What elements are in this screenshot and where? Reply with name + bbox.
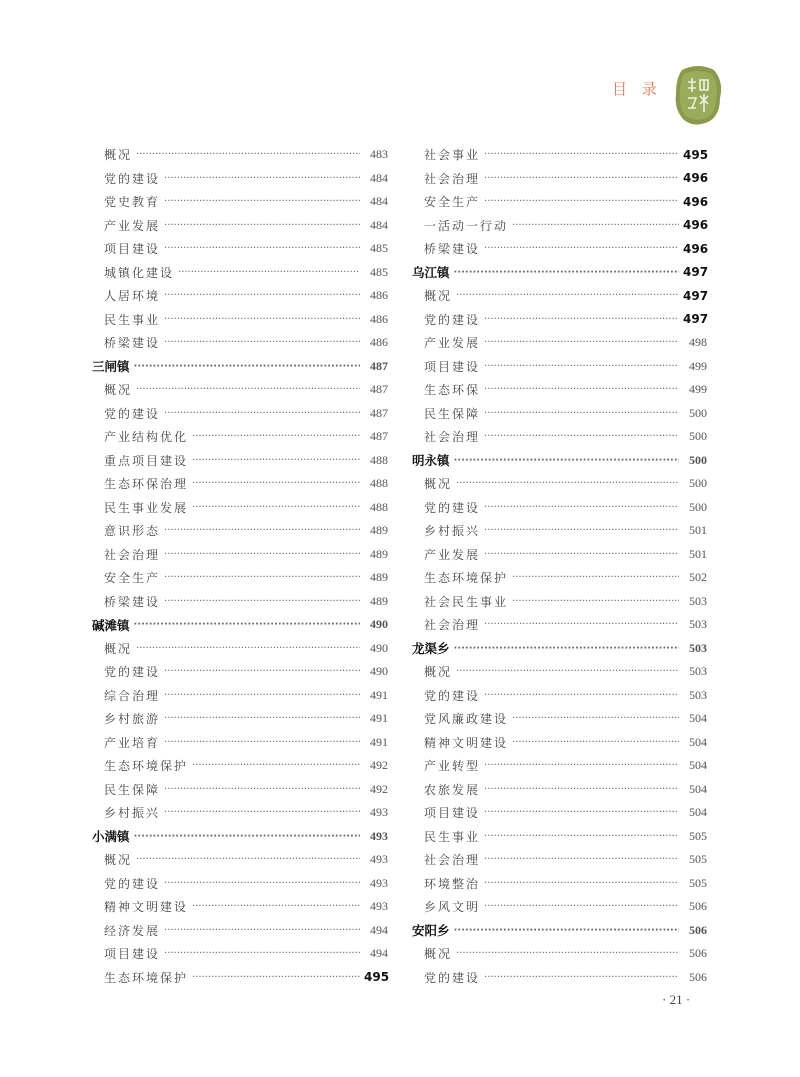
toc-entry[interactable] (412, 214, 707, 238)
leader-dots (192, 478, 360, 489)
toc-entry-page: 487 (370, 405, 388, 420)
toc-entry[interactable] (92, 402, 388, 426)
toc-entry-page: 500 (689, 429, 707, 444)
toc-entry[interactable] (92, 167, 388, 191)
toc-entry[interactable] (412, 590, 707, 614)
toc-entry-label: 概况 (424, 289, 453, 304)
toc-entry[interactable] (92, 872, 388, 896)
leader-dots (164, 784, 360, 795)
toc-entry-label: 产业发展 (104, 218, 161, 233)
toc-right-column (412, 143, 707, 989)
toc-entry-page: 496 (683, 218, 709, 233)
leader-dots (456, 666, 679, 677)
toc-entry-label: 城镇化建设 (104, 265, 175, 280)
toc-entry-label: 项目建设 (104, 242, 161, 257)
toc-entry[interactable] (412, 825, 707, 849)
toc-entry-label: 党的建设 (104, 406, 161, 421)
toc-entry[interactable] (92, 237, 388, 261)
toc-entry-label: 党风廉政建设 (424, 712, 509, 727)
toc-entry[interactable] (412, 543, 707, 567)
toc-entry-page: 497 (683, 312, 709, 327)
toc-entry-label: 产业培育 (104, 735, 161, 750)
toc-entry[interactable] (92, 331, 388, 355)
leader-dots (136, 643, 360, 654)
toc-entry-label: 综合治理 (104, 688, 161, 703)
leader-dots (164, 408, 360, 419)
leader-dots (164, 948, 360, 959)
toc-entry-page: 505 (689, 852, 707, 867)
toc-entry-label: 社会治理 (424, 430, 481, 445)
toc-entry-label: 党的建设 (104, 171, 161, 186)
toc-entry-label: 社会治理 (424, 171, 481, 186)
toc-entry-page: 500 (689, 452, 707, 467)
toc-entry-label: 产业发展 (424, 547, 481, 562)
toc-left-column (92, 143, 388, 989)
leader-dots (164, 314, 360, 325)
toc-entry[interactable] (92, 895, 388, 919)
toc-entry-page: 506 (689, 969, 707, 984)
leader-dots (484, 854, 679, 865)
toc-entry-page: 498 (689, 335, 707, 350)
toc-entry-label: 社会民生事业 (424, 594, 509, 609)
toc-entry-label: 社会治理 (104, 547, 161, 562)
leader-dots (164, 196, 360, 207)
toc-entry-label: 概况 (104, 383, 133, 398)
leader-dots (484, 149, 679, 160)
toc-entry-page: 488 (370, 476, 388, 491)
toc-entry[interactable] (412, 425, 707, 449)
toc-entry-label: 项目建设 (424, 359, 481, 374)
toc-entry-label: 党的建设 (424, 688, 481, 703)
toc-entry-page: 486 (370, 311, 388, 326)
leader-dots (134, 831, 360, 842)
leader-dots (484, 337, 679, 348)
toc-entry[interactable] (92, 707, 388, 731)
toc-entry-label: 经济发展 (104, 923, 161, 938)
toc-entry-page: 493 (370, 805, 388, 820)
toc-entry-label: 生态环境保护 (424, 571, 509, 586)
leader-dots (484, 408, 679, 419)
toc-entry-page: 502 (689, 570, 707, 585)
toc-entry[interactable] (412, 143, 707, 167)
toc-entry-page: 492 (370, 758, 388, 773)
toc-entry[interactable] (412, 237, 707, 261)
toc-entry-page: 503 (689, 593, 707, 608)
toc-entry[interactable] (412, 707, 707, 731)
toc-entry[interactable] (412, 731, 707, 755)
toc-entry[interactable] (412, 684, 707, 708)
toc-entry[interactable] (412, 519, 707, 543)
toc-entry-label: 精神文明建设 (104, 900, 189, 915)
leader-dots (484, 878, 679, 889)
toc-entry-page: 494 (370, 922, 388, 937)
toc-entry[interactable] (92, 942, 388, 966)
leader-dots (134, 361, 360, 372)
toc-entry[interactable] (412, 895, 707, 919)
leader-dots (512, 737, 679, 748)
toc-entry-page: 496 (683, 241, 709, 256)
toc-entry-label: 概况 (104, 148, 133, 163)
leader-dots (164, 220, 360, 231)
toc-entry-label: 桥梁建设 (104, 594, 161, 609)
toc-entry[interactable] (92, 754, 388, 778)
toc-town-entry[interactable] (412, 261, 707, 285)
leader-dots (192, 972, 360, 983)
leader-dots (164, 173, 360, 184)
leader-dots (454, 267, 679, 278)
leader-dots (512, 596, 679, 607)
toc-entry-label: 民生保障 (104, 782, 161, 797)
toc-entry-page: 484 (370, 194, 388, 209)
toc-entry-page: 489 (370, 593, 388, 608)
toc-entry-label: 安阳乡 (412, 923, 450, 939)
toc-entry-label: 明永镇 (412, 453, 450, 469)
toc-entry-label: 概况 (104, 853, 133, 868)
toc-entry[interactable] (412, 801, 707, 825)
toc-town-entry[interactable] (412, 919, 707, 943)
leader-dots (484, 173, 679, 184)
toc-entry-label: 乡村旅游 (104, 712, 161, 727)
toc-entry-label: 社会治理 (424, 853, 481, 868)
toc-entry[interactable] (92, 919, 388, 943)
toc-entry-page: 503 (689, 664, 707, 679)
stone-seal-icon (674, 64, 722, 126)
toc-entry-label: 碱滩镇 (92, 617, 130, 633)
leader-dots (484, 784, 679, 795)
toc-entry-page: 486 (370, 288, 388, 303)
toc-entry[interactable] (412, 378, 707, 402)
leader-dots (454, 455, 679, 466)
toc-entry[interactable] (412, 331, 707, 355)
toc-entry[interactable] (92, 684, 388, 708)
toc-entry-page: 506 (689, 922, 707, 937)
toc-entry-page: 490 (370, 640, 388, 655)
toc-entry[interactable] (92, 590, 388, 614)
leader-dots (456, 478, 679, 489)
toc-entry-page: 506 (689, 946, 707, 961)
toc-entry-page: 484 (370, 170, 388, 185)
toc-entry-page: 486 (370, 335, 388, 350)
toc-entry-label: 党的建设 (424, 312, 481, 327)
toc-entry-label: 民生事业 (104, 312, 161, 327)
leader-dots (164, 878, 360, 889)
toc-entry-label: 龙渠乡 (412, 641, 450, 657)
toc-entry-page: 493 (370, 828, 388, 843)
leader-dots (164, 713, 360, 724)
toc-entry-label: 民生事业 (424, 829, 481, 844)
toc-entry-page: 495 (683, 147, 709, 162)
leader-dots (484, 384, 679, 395)
toc-entry-page: 504 (689, 781, 707, 796)
toc-entry[interactable] (92, 190, 388, 214)
toc-entry[interactable] (92, 801, 388, 825)
leader-dots (164, 925, 360, 936)
toc-entry-page: 491 (370, 687, 388, 702)
leader-dots (192, 502, 360, 513)
toc-entry-page: 483 (370, 147, 388, 162)
leader-dots (512, 713, 679, 724)
leader-dots (484, 760, 679, 771)
toc-entry-page: 494 (370, 946, 388, 961)
toc-entry[interactable] (92, 425, 388, 449)
toc-entry[interactable] (412, 660, 707, 684)
toc-entry-label: 民生事业发展 (104, 500, 189, 515)
toc-entry-label: 生态环境保护 (104, 759, 189, 774)
toc-entry-page: 493 (370, 875, 388, 890)
leader-dots (484, 831, 679, 842)
leader-dots (484, 243, 679, 254)
toc-entry-label: 概况 (424, 477, 453, 492)
toc-entry-page: 504 (689, 758, 707, 773)
toc-entry[interactable] (92, 966, 388, 990)
toc-entry[interactable] (92, 284, 388, 308)
toc-entry-page: 499 (689, 382, 707, 397)
leader-dots (136, 149, 360, 160)
leader-dots (512, 572, 679, 583)
toc-entry-page: 493 (370, 899, 388, 914)
toc-entry-page: 487 (370, 382, 388, 397)
leader-dots (484, 901, 679, 912)
toc-entry-page: 484 (370, 217, 388, 232)
toc-entry[interactable] (412, 872, 707, 896)
toc-entry-page: 495 (364, 970, 390, 985)
toc-entry-page: 505 (689, 875, 707, 890)
leader-dots (456, 948, 679, 959)
toc-entry-label: 党的建设 (424, 970, 481, 985)
leader-dots (484, 690, 679, 701)
leader-dots (136, 854, 360, 865)
toc-entry-label: 乡风文明 (424, 900, 481, 915)
toc-entry-label: 产业结构优化 (104, 430, 189, 445)
leader-dots (164, 596, 360, 607)
toc-entry-label: 小满镇 (92, 829, 130, 845)
toc-entry-page: 501 (689, 546, 707, 561)
toc-entry-page: 503 (689, 687, 707, 702)
toc-entry-label: 党的建设 (424, 500, 481, 515)
leader-dots (134, 619, 360, 630)
toc-entry[interactable] (92, 496, 388, 520)
toc-town-entry[interactable] (92, 613, 388, 637)
toc-entry-label: 概况 (424, 665, 453, 680)
toc-entry-page: 503 (689, 640, 707, 655)
toc-entry-label: 概况 (104, 641, 133, 656)
leader-dots (164, 337, 360, 348)
toc-entry-label: 社会治理 (424, 618, 481, 633)
leader-dots (454, 925, 679, 936)
toc-entry-page: 503 (689, 617, 707, 632)
toc-entry[interactable] (92, 449, 388, 473)
toc-entry-label: 生态环保治理 (104, 477, 189, 492)
toc-entry[interactable] (92, 848, 388, 872)
leader-dots (484, 525, 679, 536)
toc-entry[interactable] (92, 308, 388, 332)
toc-entry[interactable] (92, 214, 388, 238)
toc-entry-page: 506 (689, 899, 707, 914)
toc-entry-page: 500 (689, 405, 707, 420)
toc-entry[interactable] (412, 190, 707, 214)
toc-entry-label: 环境整治 (424, 876, 481, 891)
toc-entry[interactable] (92, 519, 388, 543)
leader-dots (164, 549, 360, 560)
toc-entry-page: 499 (689, 358, 707, 373)
toc-entry-label: 乡村振兴 (104, 806, 161, 821)
toc-entry-page: 501 (689, 523, 707, 538)
leader-dots (484, 502, 679, 513)
toc-entry-label: 重点项目建设 (104, 453, 189, 468)
toc-entry-page: 491 (370, 711, 388, 726)
toc-entry[interactable] (92, 261, 388, 285)
toc-entry[interactable] (92, 472, 388, 496)
toc-entry-page: 497 (683, 288, 709, 303)
toc-entry-label: 乌江镇 (412, 265, 450, 281)
leader-dots (192, 760, 360, 771)
leader-dots (164, 690, 360, 701)
leader-dots (164, 243, 360, 254)
toc-entry-label: 三闸镇 (92, 359, 130, 375)
leader-dots (164, 807, 360, 818)
toc-entry-page: 497 (683, 265, 709, 280)
toc-entry-page: 490 (370, 617, 388, 632)
toc-entry-page: 504 (689, 805, 707, 820)
leader-dots (192, 901, 360, 912)
toc-entry[interactable] (412, 496, 707, 520)
toc-town-entry[interactable] (412, 449, 707, 473)
leader-dots (484, 196, 679, 207)
toc-entry-label: 民生保障 (424, 406, 481, 421)
toc-entry-page: 485 (370, 241, 388, 256)
toc-entry-page: 500 (689, 499, 707, 514)
toc-entry[interactable] (92, 566, 388, 590)
toc-entry[interactable] (412, 778, 707, 802)
toc-entry[interactable] (412, 308, 707, 332)
toc-entry-page: 489 (370, 523, 388, 538)
toc-entry-label: 社会事业 (424, 148, 481, 163)
toc-entry-page: 485 (370, 264, 388, 279)
leader-dots (484, 431, 679, 442)
toc-entry[interactable] (412, 966, 707, 990)
toc-entry-label: 安全生产 (424, 195, 481, 210)
toc-entry-label: 党的建设 (104, 876, 161, 891)
toc-entry-page: 488 (370, 452, 388, 467)
leader-dots (192, 455, 360, 466)
toc-entry-label: 生态环保 (424, 383, 481, 398)
leader-dots (192, 431, 360, 442)
toc-entry-page: 490 (370, 664, 388, 679)
leader-dots (164, 572, 360, 583)
leader-dots (178, 267, 360, 278)
leader-dots (454, 643, 679, 654)
toc-entry[interactable] (92, 731, 388, 755)
toc-entry-label: 党的建设 (104, 665, 161, 680)
toc-entry-label: 项目建设 (424, 806, 481, 821)
toc-entry-label: 人居环境 (104, 289, 161, 304)
toc-entry-page: 491 (370, 734, 388, 749)
toc-entry[interactable] (92, 637, 388, 661)
toc-entry-label: 精神文明建设 (424, 735, 509, 750)
toc-town-entry[interactable] (412, 637, 707, 661)
toc-entry[interactable] (412, 284, 707, 308)
page-number: · 21 · (662, 992, 691, 1007)
toc-entry-label: 概况 (424, 947, 453, 962)
toc-entry-label: 生态环境保护 (104, 970, 189, 985)
toc-entry-page: 505 (689, 828, 707, 843)
toc-town-entry[interactable] (92, 825, 388, 849)
leader-dots (484, 549, 679, 560)
toc-entry[interactable] (412, 167, 707, 191)
toc-entry-page: 500 (689, 476, 707, 491)
toc-entry-label: 产业发展 (424, 336, 481, 351)
toc-entry-page: 487 (370, 358, 388, 373)
toc-entry[interactable] (412, 402, 707, 426)
toc-entry-page: 493 (370, 852, 388, 867)
toc-entry[interactable] (412, 566, 707, 590)
toc-entry[interactable] (92, 778, 388, 802)
toc-entry-page: 489 (370, 546, 388, 561)
leader-dots (164, 290, 360, 301)
toc-entry-label: 乡村振兴 (424, 524, 481, 539)
toc-entry-label: 项目建设 (104, 947, 161, 962)
toc-entry-label: 桥梁建设 (424, 242, 481, 257)
leader-dots (512, 220, 679, 231)
toc-entry[interactable] (412, 472, 707, 496)
toc-entry-label: 党史教育 (104, 195, 161, 210)
toc-entry-label: 一活动一行动 (424, 218, 509, 233)
leader-dots (484, 807, 679, 818)
toc-entry-page: 496 (683, 171, 709, 186)
toc-entry-label: 安全生产 (104, 571, 161, 586)
toc-entry-page: 504 (689, 734, 707, 749)
leader-dots (484, 361, 679, 372)
toc-entry-label: 产业转型 (424, 759, 481, 774)
toc-entry[interactable] (92, 378, 388, 402)
toc-entry-page: 492 (370, 781, 388, 796)
leader-dots (484, 972, 679, 983)
leader-dots (484, 314, 679, 325)
toc-entry-label: 桥梁建设 (104, 336, 161, 351)
toc-entry-label: 意识形态 (104, 524, 161, 539)
toc-entry[interactable] (412, 942, 707, 966)
toc-entry[interactable] (412, 754, 707, 778)
toc-entry[interactable] (412, 613, 707, 637)
toc-entry-page: 504 (689, 711, 707, 726)
toc-entry[interactable] (412, 355, 707, 379)
toc-entry[interactable] (92, 143, 388, 167)
toc-town-entry[interactable] (92, 355, 388, 379)
toc-entry-page: 487 (370, 429, 388, 444)
leader-dots (164, 525, 360, 536)
toc-entry[interactable] (92, 660, 388, 684)
leader-dots (164, 666, 360, 677)
toc-entry-label: 农旅发展 (424, 782, 481, 797)
toc-entry-page: 488 (370, 499, 388, 514)
page-section-title: 目 录 (612, 80, 662, 98)
leader-dots (484, 619, 679, 630)
leader-dots (136, 384, 360, 395)
toc-entry[interactable] (92, 543, 388, 567)
toc-entry[interactable] (412, 848, 707, 872)
toc-entry-page: 496 (683, 194, 709, 209)
leader-dots (164, 737, 360, 748)
toc-entry-page: 489 (370, 570, 388, 585)
leader-dots (456, 290, 679, 301)
